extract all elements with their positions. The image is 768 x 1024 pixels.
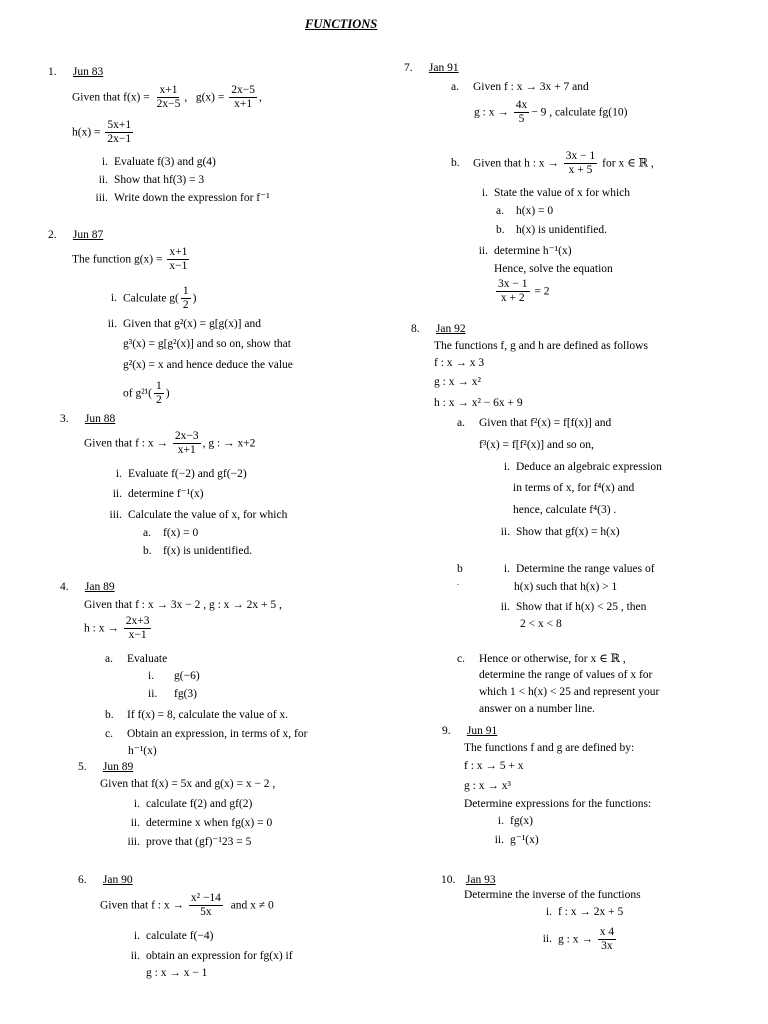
q4-a-ii-label: ii.	[148, 688, 158, 700]
q8-a	[457, 417, 611, 430]
q1-g-lhs: g(x) =	[195, 91, 225, 104]
q4-b	[105, 709, 288, 722]
q2-ii-line: g³(x) = g[g²(x)] and so on, show that	[123, 338, 291, 350]
q4-h-line	[84, 615, 153, 642]
q10-header	[441, 874, 496, 887]
q9-item-roman: ii.	[494, 834, 504, 846]
q10-intro: Determine the inverse of the functions	[464, 889, 641, 901]
q5-given-text: Given that f(x) = 5x and g(x) = x − 2 ,	[100, 778, 276, 790]
q6-item	[118, 930, 213, 943]
q7-b-tail: for x ∈ ℝ ,	[602, 157, 654, 170]
q8-b-ii-line-1: Show that if h(x) < 25 , then	[516, 601, 647, 613]
q6-f-num: x² −14	[189, 892, 223, 906]
q7-eq-num: 3x − 1	[496, 278, 530, 292]
q8-a-i-line-1: Deduce an algebraic expression	[516, 461, 662, 473]
q4-h-fraction	[124, 615, 152, 642]
q8-b-label: b	[457, 563, 463, 575]
q7-date: Jan 91	[428, 62, 459, 74]
q7-ii-text: determine h⁻¹(x)	[494, 245, 572, 257]
q5-item-roman: ii.	[130, 817, 140, 829]
q5-item	[118, 836, 251, 849]
q3-f-num: 2x−3	[173, 430, 201, 444]
q8-c-line-3: which 1 < h(x) < 25 and represent your	[479, 686, 660, 698]
q7-b-i-a	[496, 205, 553, 218]
q3-sub-b-label: b.	[143, 545, 152, 557]
q8-a-i-line-3: hence, calculate f⁴(3) .	[513, 504, 617, 516]
q7-i-a-text: h(x) = 0	[516, 205, 554, 217]
q7-b-i	[466, 187, 630, 200]
q7-a	[451, 81, 589, 94]
q8-b-i-line-2: h(x) such that h(x) > 1	[514, 581, 618, 593]
q7-a-line-2	[474, 99, 627, 126]
q1-item-text: Write down the expression for f⁻¹	[114, 192, 270, 204]
q3-item	[100, 488, 204, 501]
q2-ii-line: of g²¹(	[123, 387, 152, 400]
q2-g-fraction	[167, 246, 189, 273]
page-title: FUNCTIONS	[305, 17, 378, 31]
q4-h-lhs: h : x →	[84, 622, 119, 635]
q1-given-line	[72, 84, 262, 111]
q2-i-roman: i.	[110, 292, 117, 305]
q2-item-i	[95, 285, 196, 312]
q1-f-den: 2x−5	[156, 98, 181, 111]
q1-f-fraction	[155, 84, 183, 111]
q3-sub-a-text: f(x) = 0	[163, 527, 199, 539]
q4-a-i-text: g(−6)	[174, 670, 200, 682]
q7-eq-tail: = 2	[534, 285, 550, 298]
q6-number: 6.	[78, 874, 87, 886]
q1-g-num: 2x−5	[229, 84, 257, 98]
q1-given-text: Given that	[72, 91, 121, 104]
q2-i-text: Calculate g(	[123, 292, 179, 305]
q2-number: 2.	[48, 229, 57, 241]
q5-header	[78, 761, 133, 774]
q3-sub-b-text: f(x) is unidentified.	[163, 545, 253, 557]
q3-f-den: x+1	[177, 444, 196, 457]
q8-a-label: a.	[457, 417, 465, 429]
q5-item-text: prove that (gf)⁻¹23 = 5	[146, 836, 252, 848]
q5-item-text: determine x when fg(x) = 0	[146, 817, 273, 829]
q7-a-tail: − 9 , calculate fg(10)	[531, 106, 628, 119]
q1-item-roman: iii.	[95, 192, 108, 204]
q10-ii-num: x 4	[598, 926, 616, 940]
q9-item-text: g⁻¹(x)	[510, 834, 539, 846]
q8-h-def: h : x → x² − 6x + 9	[434, 397, 523, 409]
q4-b-text: If f(x) = 8, calculate the value of x.	[127, 709, 289, 721]
q5-item	[118, 798, 252, 811]
q4-c-label: c.	[105, 728, 113, 740]
q9-item	[482, 834, 539, 847]
q6-item-roman: i.	[133, 930, 140, 942]
q8-b-i	[488, 563, 655, 576]
q6-f-fraction	[189, 892, 223, 919]
q1-h-lhs: h(x) =	[72, 126, 101, 139]
q4-c-text: Obtain an expression, in terms of x, for	[127, 728, 308, 740]
q7-header	[404, 62, 459, 75]
q2-half-fraction	[181, 285, 191, 312]
q7-number: 7.	[404, 62, 413, 74]
q4-a-label: a.	[105, 653, 113, 665]
q6-item-text: calculate f(−4)	[146, 930, 214, 942]
q8-g-def: g : x → x²	[434, 376, 481, 388]
q8-a-ii-text: Show that gf(x) = h(x)	[516, 526, 620, 538]
q8-date: Jan 92	[435, 323, 466, 335]
q7-b-ii	[466, 245, 572, 258]
q6-item-roman: ii.	[130, 950, 140, 962]
q7-b-label: b.	[451, 157, 460, 170]
q10-ii-roman: ii.	[542, 933, 552, 946]
q6-f-den: 5x	[200, 906, 212, 919]
q6-tail: and x ≠ 0	[230, 899, 274, 912]
q2-g-den: x−1	[169, 260, 188, 273]
q2-given-line	[72, 246, 191, 273]
q1-header	[48, 66, 103, 79]
q2-item-ii	[95, 318, 261, 331]
q3-item-roman: ii.	[112, 488, 122, 500]
q2-close-paren: )	[165, 387, 170, 400]
q9-prompt: Determine expressions for the functions:	[464, 798, 652, 810]
q6-header	[78, 874, 133, 887]
q7-ii-line-2: Hence, solve the equation	[494, 263, 613, 275]
q6-given-line	[100, 892, 274, 919]
q5-item	[118, 817, 272, 830]
q1-h-fraction	[105, 119, 133, 146]
q7-i-a-label: a.	[496, 205, 504, 217]
q4-header	[60, 581, 115, 594]
q4-date: Jan 89	[84, 581, 115, 593]
q10-ii-den: 3x	[601, 940, 613, 953]
q4-a-i	[148, 670, 200, 683]
q3-item-roman: iii.	[109, 509, 122, 521]
q1-h-num: 5x+1	[105, 119, 133, 133]
q3-item-text: determine f⁻¹(x)	[128, 488, 204, 500]
q1-item-text: Evaluate f(3) and g(4)	[114, 156, 216, 168]
q8-number: 8.	[411, 323, 420, 335]
q8-b-i-roman: i.	[503, 563, 510, 575]
q3-item-text: Evaluate f(−2) and gf(−2)	[128, 468, 247, 480]
q7-b-i-b	[496, 224, 607, 237]
q8-b-ii	[488, 601, 646, 614]
q1-f-num: x+1	[157, 84, 179, 98]
q8-b-ii-line-2: 2 < x < 8	[520, 618, 562, 630]
q8-a-i	[488, 461, 662, 474]
q7-a-g: g : x →	[474, 106, 509, 119]
q4-c	[105, 728, 307, 741]
q9-item	[482, 815, 533, 828]
q7-i-b-text: h(x) is unidentified.	[516, 224, 608, 236]
q2-ii-line: g²(x) = x and hence deduce the value	[123, 359, 293, 371]
q8-c-line-4: answer on a number line.	[479, 703, 595, 715]
q4-given-text: Given that f : x → 3x − 2 , g : x → 2x + 5 ,	[84, 599, 282, 611]
q2-g-num: x+1	[167, 246, 189, 260]
q8-b-dot: .	[457, 578, 459, 587]
q3-date: Jun 88	[84, 413, 116, 425]
q8-a-ii	[488, 526, 620, 539]
q1-item-text: Show that hf(3) = 3	[114, 174, 205, 186]
q5-item-roman: i.	[133, 798, 140, 810]
q2-close-paren: )	[192, 292, 197, 305]
q2-given-text: The function	[72, 253, 132, 266]
q2-half-num: 1	[154, 380, 164, 394]
q3-sub-a	[143, 527, 198, 540]
q1-item-roman: ii.	[98, 174, 108, 186]
q7-a-line-1: Given f : x → 3x + 7 and	[473, 81, 589, 93]
q4-a-ii-text: fg(3)	[174, 688, 197, 700]
q8-a-i-roman: i.	[503, 461, 510, 473]
q3-item	[100, 468, 247, 481]
q3-number: 3.	[60, 413, 69, 425]
q8-intro: The functions f, g and h are defined as follows	[434, 340, 648, 352]
q10-item-i	[530, 906, 623, 919]
q1-date: Jun 83	[72, 66, 104, 78]
q3-given-text: Given that f : x →	[84, 437, 168, 450]
q2-header	[48, 229, 103, 242]
q6-date: Jan 90	[102, 874, 133, 886]
q5-item-text: calculate f(2) and gf(2)	[146, 798, 253, 810]
q8-a-i-line-2: in terms of x, for f⁴(x) and	[513, 482, 635, 494]
q9-header	[442, 725, 497, 738]
q6-item	[118, 950, 293, 963]
q9-date: Jun 91	[466, 725, 498, 737]
q10-i-text: f : x → 2x + 5	[558, 906, 624, 918]
q1-number: 1.	[48, 66, 57, 78]
q8-a-ii-roman: ii.	[500, 526, 510, 538]
q7-equation	[494, 278, 550, 305]
q2-half-fraction-2	[154, 380, 164, 407]
q7-i-b-label: b.	[496, 224, 505, 236]
q2-ii-line-4	[123, 380, 170, 407]
q1-item	[86, 174, 204, 187]
q7-ii-roman: ii.	[478, 245, 488, 257]
q8-b-i-line-1: Determine the range values of	[516, 563, 655, 575]
q5-number: 5.	[78, 761, 87, 773]
q2-half-den: 2	[155, 394, 162, 407]
q7-b-num: 3x − 1	[564, 150, 598, 164]
q2-half-num: 1	[181, 285, 191, 299]
q7-i-text: State the value of x for which	[494, 187, 631, 199]
q4-a-ii	[148, 688, 197, 701]
q1-g-fraction	[229, 84, 257, 111]
q4-a-text: Evaluate	[127, 653, 168, 665]
q7-a-label: a.	[451, 81, 459, 93]
q9-intro: The functions f and g are defined by:	[464, 742, 635, 754]
q1-comma-2: ,	[259, 91, 262, 104]
q7-eq-den: x + 2	[500, 292, 525, 305]
q4-a	[105, 653, 167, 666]
q7-i-roman: i.	[481, 187, 488, 199]
q4-c-text-2: h⁻¹(x)	[128, 745, 157, 757]
q3-header	[60, 413, 115, 426]
q6-ii-line-2: g : x → x − 1	[146, 967, 208, 979]
q3-f-fraction	[173, 430, 201, 457]
q7-b	[451, 150, 654, 177]
q9-g-def: g : x → x³	[464, 780, 511, 792]
q8-f-def: f : x → x 3	[434, 357, 485, 369]
q3-item-roman: i.	[115, 468, 122, 480]
q8-b-ii-roman: ii.	[500, 601, 510, 613]
q4-number: 4.	[60, 581, 69, 593]
q10-date: Jan 93	[465, 874, 496, 886]
q10-item-ii	[530, 926, 618, 953]
q3-sub-b	[143, 545, 252, 558]
q1-h-den: 2x−1	[107, 133, 132, 146]
q4-b-label: b.	[105, 709, 114, 721]
q8-c-line-1: Hence or otherwise, for x ∈ ℝ ,	[479, 653, 626, 665]
q9-item-roman: i.	[497, 815, 504, 827]
q5-item-roman: iii.	[127, 836, 140, 848]
q1-item	[86, 192, 270, 205]
q2-ii-line: Given that g²(x) = g[g(x)] and	[123, 318, 261, 330]
q9-item-text: fg(x)	[510, 815, 533, 827]
q1-item-roman: i.	[101, 156, 108, 168]
q10-ii-lhs: g : x →	[558, 933, 593, 946]
q7-a-num: 4x	[514, 99, 530, 113]
q8-c	[457, 653, 626, 666]
q10-i-roman: i.	[545, 906, 552, 918]
q8-a-line-2: f³(x) = f[f²(x)] and so on,	[479, 439, 594, 451]
q3-given-line	[84, 430, 255, 457]
q10-number: 10.	[441, 874, 456, 886]
q1-h-line	[72, 119, 135, 146]
q2-g-lhs: g(x) =	[133, 253, 163, 266]
q6-given-text: Given that f : x →	[100, 899, 184, 912]
q8-a-line-1: Given that f²(x) = f[f(x)] and	[479, 417, 612, 429]
q8-c-line-2: determine the range of values of x for	[479, 669, 653, 681]
q8-c-label: c.	[457, 653, 465, 665]
q1-g-den: x+1	[234, 98, 253, 111]
q5-date: Jun 89	[102, 761, 134, 773]
q10-ii-fraction	[598, 926, 616, 953]
q6-item-text: obtain an expression for fg(x) if	[146, 950, 293, 962]
q9-f-def: f : x → 5 + x	[464, 760, 524, 772]
q4-h-den: x−1	[128, 629, 147, 642]
q2-ii-roman: ii.	[107, 318, 117, 330]
q8-header	[411, 323, 466, 336]
q1-f-lhs: f(x) =	[123, 91, 150, 104]
q4-h-num: 2x+3	[124, 615, 152, 629]
q2-half-den: 2	[182, 299, 189, 312]
q7-a-den: 5	[518, 113, 525, 126]
q1-item	[86, 156, 216, 169]
q7-b-given: Given that h : x →	[473, 157, 559, 170]
q3-sub-a-label: a.	[143, 527, 151, 539]
q3-item-text: Calculate the value of x, for which	[128, 509, 288, 521]
q3-g-text: , g : → x+2	[202, 437, 256, 450]
q1-comma: ,	[184, 91, 188, 104]
q4-a-i-label: i.	[148, 670, 155, 682]
q7-a-fraction	[514, 99, 530, 126]
q7-b-den: x + 5	[568, 164, 593, 177]
q9-number: 9.	[442, 725, 451, 737]
q2-date: Jun 87	[72, 229, 104, 241]
q7-b-fraction	[564, 150, 598, 177]
q3-item	[100, 509, 287, 522]
q7-eq-fraction	[496, 278, 530, 305]
